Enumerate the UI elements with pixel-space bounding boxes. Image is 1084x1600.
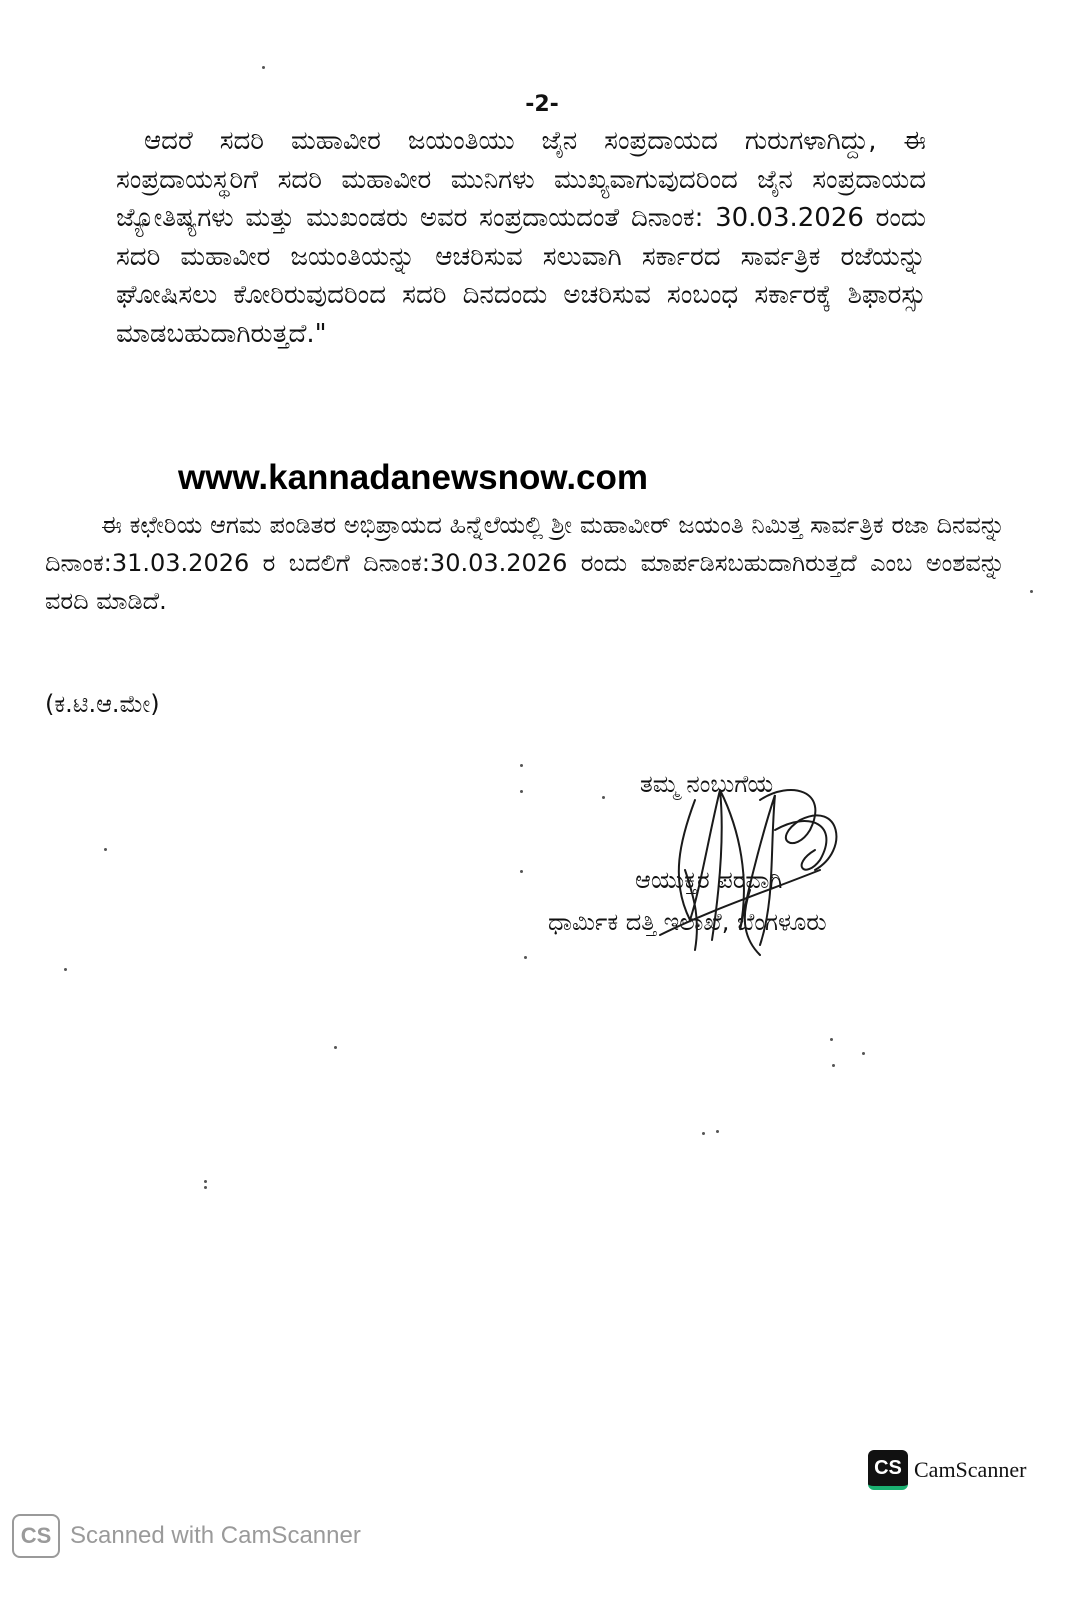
scanned-with-text: Scanned with CamScanner xyxy=(70,1522,361,1549)
department-name: ಧಾರ್ಮಿಕ ದತ್ತಿ ಇಲಾಖೆ, ಬೆಂಗಳೂರು xyxy=(548,908,827,936)
camscanner-brand: CamScanner xyxy=(914,1457,1027,1482)
scan-speck xyxy=(830,1038,833,1041)
page-number: -2- xyxy=(525,92,559,117)
scan-footer xyxy=(12,1514,361,1558)
scan-speck xyxy=(524,956,527,959)
scan-speck xyxy=(702,1132,705,1135)
yours-faithfully: ತಮ್ಮ ನಂಬುಗೆಯ xyxy=(640,770,774,798)
scan-speck xyxy=(1030,590,1033,593)
handwritten-signature xyxy=(600,770,920,960)
scan-speck xyxy=(520,790,523,793)
main-paragraph-block xyxy=(45,506,1005,620)
scan-speck xyxy=(204,1180,207,1183)
scan-speck xyxy=(262,66,265,69)
scan-speck xyxy=(64,968,67,971)
main-paragraph: ಈ ಕಛೇರಿಯ ಆಗಮ ಪಂಡಿತರ ಅಭಿಪ್ರಾಯದ ಹಿನ್ನೆಲೆಯಲ್ಲಿ ಶ್ರೀ ಮಹಾವೀರ್ ಜಯಂತಿ ನಿಮಿತ್ತ ಸಾರ್ವತ್ರಿಕ ರಜಾ ದಿನವನ್ನು ದಿನಾಂಕ:31.03.2026 ರ ಬದಲಿಗೆ ದಿನಾಂಕ:30.03.2026 ರಂದು ಮಾರ್ಪಡಿಸಬಹುದಾಗಿರುತ್ತದೆ ಎಂಬ ಅಂಶವನ್ನು ವರದಿ ಮಾಡಿದೆ. xyxy=(45,511,1005,615)
reference-code: (ಕ.ಟಿ.ಆ.ಮೇ) xyxy=(45,690,160,718)
camscanner-logo xyxy=(868,1450,1026,1490)
quoted-paragraph: ಆದರೆ ಸದರಿ ಮಹಾವೀರ ಜಯಂತಿಯು ಜೈನ ಸಂಪ್ರದಾಯದ ಗುರುಗಳಾಗಿದ್ದು, ಈ ಸಂಪ್ರದಾಯಸ್ಥರಿಗೆ ಸದರಿ ಮಹಾವೀರ ಮುನಿಗಳು ಮುಖ್ಯವಾಗುವುದರಿಂದ ಜೈನ ಸಂಪ್ರದಾಯದ ಜ್ಯೋತಿಷ್ಯಗಳು ಮತ್ತು ಮುಖಂಡರು ಅವರ ಸಂಪ್ರದಾಯದಂತೆ ದಿನಾಂಕ: 30.03.2026 ರಂದು ಸದರಿ ಮಹಾವೀರ ಜಯಂತಿಯನ್ನು ಆಚರಿಸುವ ಸಲುವಾಗಿ ಸರ್ಕಾರದ ಸಾರ್ವತ್ರಿಕ ರಜೆಯನ್ನು ಘೋಷಿಸಲು ಕೋರಿರುವುದರಿಂದ ಸದರಿ ದಿನದಂದು ಅಚರಿಸುವ ಸಂಬಂಧ ಸರ್ಕಾರಕ್ಕೆ ಶಿಫಾರಸ್ಸು ಮಾಡಬಹುದಾಗಿರುತ್ತದೆ." xyxy=(116,126,926,349)
scan-speck xyxy=(520,870,523,873)
commissioner-on-behalf: ಆಯುಕ್ತರ ಪರವಾಗಿ xyxy=(635,866,783,894)
website-watermark: www.kannadanewsnow.com xyxy=(178,458,649,497)
scan-speck xyxy=(862,1052,865,1055)
scan-speck xyxy=(832,1064,835,1067)
scan-speck xyxy=(334,1046,337,1049)
scan-speck xyxy=(716,1130,719,1133)
quoted-paragraph-block xyxy=(116,122,926,353)
camscanner-badge-icon: CS xyxy=(868,1450,908,1490)
scan-speck xyxy=(104,848,107,851)
camscanner-footer-icon: CS xyxy=(12,1514,60,1558)
scan-speck xyxy=(520,764,523,767)
scan-speck xyxy=(602,796,605,799)
scan-speck xyxy=(204,1186,207,1189)
